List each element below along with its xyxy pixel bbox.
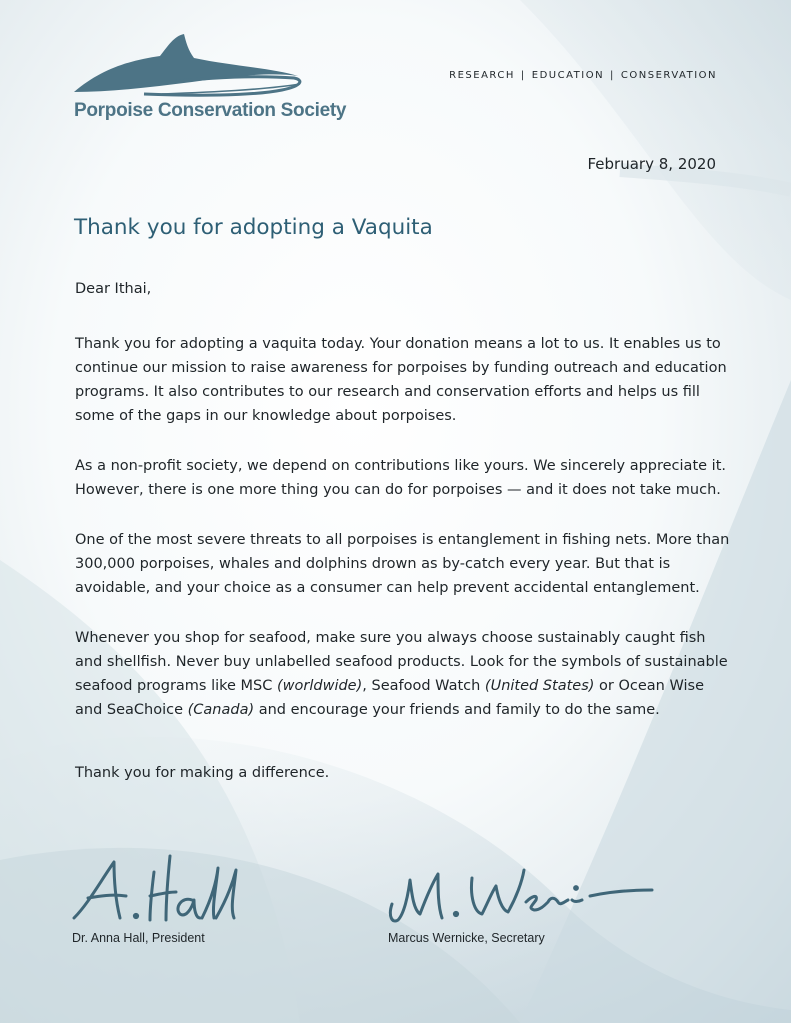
closing: Thank you for making a difference. bbox=[75, 765, 330, 781]
letter-date: February 8, 2020 bbox=[587, 155, 716, 173]
tagline-education: EDUCATION bbox=[531, 70, 605, 81]
paragraph-2: As a non-profit society, we depend on contributions like yours. We sincerely appreciate it. However, there is one more thing you can do for porpoises — and it does not take much. bbox=[75, 458, 726, 498]
tagline-separator: | bbox=[610, 70, 615, 81]
seafood-text-4: and encourage your friends and family to do the same. bbox=[254, 702, 660, 718]
seafood-em-canada: (Canada) bbox=[187, 702, 255, 718]
seafood-em-worldwide: (worldwide) bbox=[277, 678, 363, 694]
letter-headline: Thank you for adopting a Vaquita bbox=[74, 215, 433, 240]
signature-marcus-wernicke bbox=[386, 852, 656, 928]
org-name: Porpoise Conservation Society bbox=[74, 100, 347, 121]
paragraph-3: One of the most severe threats to all porpoises is entanglement in fishing nets. More than 300,000 porpoises, whales and dolphins drown as by-catch every year. But that is avoidable, and your choice as a consumer can help prevent accidental entanglement. bbox=[75, 532, 730, 596]
porpoise-fin-logo-icon bbox=[72, 32, 308, 98]
letter-body bbox=[75, 332, 735, 748]
tagline-research: RESEARCH bbox=[449, 70, 515, 81]
paragraph-4 bbox=[75, 626, 735, 722]
signature-anna-hall bbox=[70, 852, 250, 928]
tagline-conservation: CONSERVATION bbox=[620, 70, 717, 81]
tagline-separator: | bbox=[520, 70, 526, 81]
paragraph-1: Thank you for adopting a vaquita today. Your donation means a lot to us. It enables us to continue our mission to raise awareness for porpoises by funding outreach and education programs. It also contributes to our research and conservation efforts and helps us fill some of the gaps in our knowledge about porpoises. bbox=[75, 336, 727, 424]
seafood-text-2: , Seafood Watch bbox=[362, 678, 485, 694]
signer-2-name: Marcus Wernicke, Secretary bbox=[388, 931, 545, 945]
salutation: Dear Ithai, bbox=[75, 281, 152, 297]
seafood-text-1: Whenever you shop for seafood, make sure you always choose sustainably caught fish and shellfish. Never buy unlabelled seafood products. Look for the symbols of sustainable seafood programs like MSC bbox=[75, 630, 728, 694]
signer-1-name: Dr. Anna Hall, President bbox=[72, 931, 205, 945]
tagline bbox=[449, 70, 717, 81]
seafood-em-united-states: (United States) bbox=[484, 678, 595, 694]
seafood-text-3: or Ocean Wise and SeaChoice bbox=[75, 678, 705, 718]
